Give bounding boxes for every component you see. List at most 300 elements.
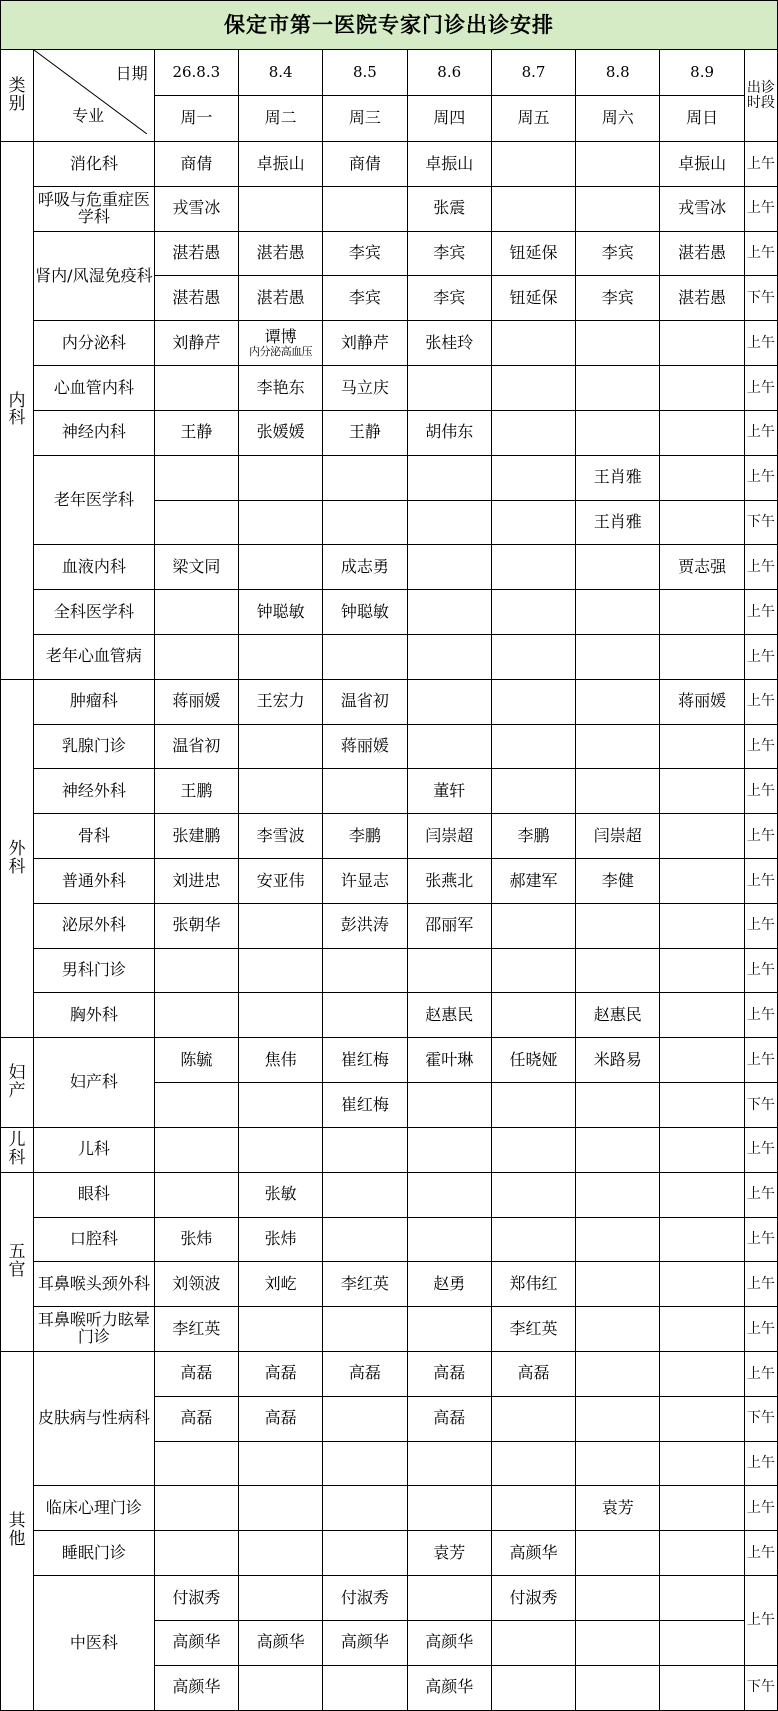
doctor-cell [576,1307,660,1352]
doctor-cell: 戎雪冰 [660,186,744,231]
specialty-cell: 肿瘤科 [34,679,155,724]
doctor-cell [491,724,575,769]
doctor-cell [323,769,407,814]
doctor-cell: 高磊 [407,1396,491,1441]
session-cell: 上午 [744,859,777,904]
doctor-cell: 张燕北 [407,859,491,904]
doctor-cell: 李红英 [154,1307,238,1352]
doctor-cell [660,1083,744,1128]
doctor-cell: 梁文同 [154,545,238,590]
table-row [1,1127,778,1172]
page-title: 保定市第一医院专家门诊出诊安排 [1,1,778,50]
doctor-cell [491,903,575,948]
session-cell: 上午 [744,590,777,635]
table-row [1,814,778,859]
doctor-cell: 刘屹 [238,1262,322,1307]
doctor-cell [154,1172,238,1217]
doctor-cell: 赵惠民 [576,993,660,1038]
doctor-cell [491,1486,575,1531]
doctor-cell [660,1038,744,1083]
doctor-cell: 崔红梅 [323,1038,407,1083]
doctor-cell [576,590,660,635]
doctor-cell: 赵勇 [407,1262,491,1307]
doctor-cell [323,993,407,1038]
doctor-cell: 刘进忠 [154,859,238,904]
doctor-cell [154,1441,238,1486]
table-row [1,455,778,500]
doctor-cell: 蒋丽媛 [323,724,407,769]
doctor-cell: 董轩 [407,769,491,814]
specialty-cell: 眼科 [34,1172,155,1217]
specialty-cell: 血液内科 [34,545,155,590]
specialty-cell: 儿科 [34,1127,155,1172]
doctor-cell [491,1083,575,1128]
doctor-cell: 王肖雅 [576,455,660,500]
doctor-cell: 张朝华 [154,903,238,948]
doctor-cell: 湛若愚 [154,276,238,321]
doctor-cell: 安亚伟 [238,859,322,904]
doctor-cell [576,1172,660,1217]
table-row [1,724,778,769]
table-row [1,1217,778,1262]
doctor-cell [576,1217,660,1262]
doctor-cell [154,948,238,993]
doctor-cell [323,1396,407,1441]
doctor-cell [491,500,575,545]
doctor-cell [154,1531,238,1576]
doctor-cell: 李雪波 [238,814,322,859]
category-cell: 其 他 [1,1351,34,1710]
weekday-cell: 周四 [407,96,491,142]
doctor-cell: 高磊 [491,1351,575,1396]
table-row [1,1262,778,1307]
weekday-cell: 周日 [660,96,744,142]
doctor-cell: 郝建军 [491,859,575,904]
doctor-cell [660,1351,744,1396]
doctor-cell [407,1441,491,1486]
specialty-cell: 心血管内科 [34,366,155,411]
doctor-cell [491,1665,575,1710]
doctor-cell [154,1083,238,1128]
doctor-cell: 温省初 [154,724,238,769]
doctor-cell [491,321,575,366]
doctor-cell: 任晓娅 [491,1038,575,1083]
doctor-cell [576,634,660,679]
table-row [1,231,778,276]
doctor-cell [576,1441,660,1486]
doctor-cell [323,634,407,679]
doctor-cell [323,500,407,545]
doctor-cell: 高磊 [154,1396,238,1441]
session-cell: 上午 [744,993,777,1038]
date-cell: 8.8 [576,50,660,96]
doctor-cell [323,1665,407,1710]
session-cell: 上午 [744,231,777,276]
doctor-cell: 湛若愚 [238,231,322,276]
doctor-cell: 高颜华 [154,1620,238,1665]
doctor-cell: 商倩 [154,142,238,187]
doctor-cell: 湛若愚 [238,276,322,321]
specialty-header-label: 专业 [72,106,105,126]
table-row [1,859,778,904]
doctor-name: 谭博 [264,326,297,346]
table-row [1,1351,778,1396]
doctor-cell: 李宾 [407,276,491,321]
doctor-cell [491,1441,575,1486]
doctor-cell [238,1127,322,1172]
doctor-cell [407,545,491,590]
session-cell: 上午 [744,455,777,500]
doctor-cell [407,1172,491,1217]
session-cell: 下午 [744,500,777,545]
doctor-cell [660,590,744,635]
specialty-cell: 胸外科 [34,993,155,1038]
doctor-cell [491,634,575,679]
doctor-cell [238,1307,322,1352]
session-cell: 下午 [744,1665,777,1710]
doctor-cell: 王鹏 [154,769,238,814]
date-cell: 8.4 [238,50,322,96]
table-row [1,948,778,993]
doctor-cell [407,724,491,769]
doctor-cell [238,321,322,366]
doctor-cell [154,590,238,635]
doctor-cell [238,500,322,545]
doctor-cell [323,1486,407,1531]
table-row [1,903,778,948]
specialty-cell: 呼吸与危重症医学科 [34,186,155,231]
doctor-cell: 张炜 [154,1217,238,1262]
date-header-label: 日期 [115,64,148,84]
doctor-cell [576,186,660,231]
doctor-cell: 赵惠民 [407,993,491,1038]
specialty-cell: 男科门诊 [34,948,155,993]
doctor-cell [576,410,660,455]
doctor-cell: 李宾 [576,276,660,321]
doctor-cell [660,859,744,904]
doctor-cell [238,903,322,948]
doctor-cell: 米路易 [576,1038,660,1083]
specialty-cell: 耳鼻喉听力眩晕门诊 [34,1307,155,1352]
table-row [1,186,778,231]
doctor-cell [407,1083,491,1128]
doctor-cell [660,1307,744,1352]
doctor-cell: 李宾 [323,276,407,321]
doctor-cell: 戎雪冰 [154,186,238,231]
doctor-cell: 高磊 [238,1396,322,1441]
doctor-cell: 付淑秀 [491,1576,575,1621]
doctor-cell [576,1083,660,1128]
doctor-cell: 王宏力 [238,679,322,724]
table-row [1,769,778,814]
doctor-cell [660,410,744,455]
specialty-cell: 口腔科 [34,1217,155,1262]
doctor-cell [407,366,491,411]
doctor-cell [238,1486,322,1531]
doctor-cell [660,455,744,500]
session-cell: 上午 [744,1531,777,1576]
date-cell: 8.7 [491,50,575,96]
doctor-cell [491,948,575,993]
doctor-cell [576,1127,660,1172]
doctor-cell [407,1486,491,1531]
table-row [1,142,778,187]
doctor-cell [491,590,575,635]
doctor-cell [323,1217,407,1262]
table-row [1,1531,778,1576]
doctor-cell: 高颜华 [407,1665,491,1710]
session-cell: 上午 [744,1307,777,1352]
doctor-cell [576,903,660,948]
doctor-cell [660,1262,744,1307]
category-cell: 外 科 [1,679,34,1038]
table-row [1,1486,778,1531]
doctor-cell: 李红英 [323,1262,407,1307]
weekday-cell: 周五 [491,96,575,142]
doctor-cell: 陈毓 [154,1038,238,1083]
doctor-cell: 刘静芹 [154,321,238,366]
weekday-cell: 周二 [238,96,322,142]
doctor-cell [660,769,744,814]
doctor-cell: 李宾 [323,231,407,276]
session-cell: 上午 [744,1217,777,1262]
weekday-cell: 周三 [323,96,407,142]
doctor-cell: 王肖雅 [576,500,660,545]
doctor-cell [407,948,491,993]
doctor-cell: 李鹏 [491,814,575,859]
doctor-cell [660,321,744,366]
table-row [1,1307,778,1352]
session-cell: 上午 [744,1441,777,1486]
doctor-cell: 钟聪敏 [238,590,322,635]
session-cell: 上午 [744,1262,777,1307]
doctor-cell [660,1127,744,1172]
doctor-cell: 温省初 [323,679,407,724]
session-cell: 上午 [744,186,777,231]
doctor-cell [576,769,660,814]
specialty-cell: 肾内/风湿免疫科 [34,231,155,321]
doctor-cell [238,724,322,769]
doctor-cell [238,1083,322,1128]
doctor-cell [238,455,322,500]
doctor-cell [576,366,660,411]
doctor-cell [491,366,575,411]
doctor-cell: 高颜华 [407,1620,491,1665]
doctor-cell: 张桂玲 [407,321,491,366]
doctor-cell: 郑伟红 [491,1262,575,1307]
session-cell: 下午 [744,276,777,321]
session-cell: 上午 [744,724,777,769]
date-cell: 8.5 [323,50,407,96]
doctor-cell: 钟聪敏 [323,590,407,635]
doctor-cell [238,993,322,1038]
doctor-cell [154,455,238,500]
specialty-cell: 普通外科 [34,859,155,904]
weekday-cell: 周六 [576,96,660,142]
doctor-cell [323,455,407,500]
session-cell: 上午 [744,1576,777,1666]
date-cell: 8.6 [407,50,491,96]
table-row [1,1038,778,1083]
date-cell: 8.9 [660,50,744,96]
doctor-cell: 闫崇超 [407,814,491,859]
doctor-cell [491,679,575,724]
session-cell: 上午 [744,366,777,411]
doctor-cell: 卓振山 [238,142,322,187]
doctor-cell [238,1576,322,1621]
category-header [1,50,34,142]
doctor-cell [407,455,491,500]
doctor-cell [491,1172,575,1217]
table-row [1,410,778,455]
session-cell: 上午 [744,948,777,993]
doctor-cell [407,1576,491,1621]
doctor-cell [491,545,575,590]
table-row [1,679,778,724]
doctor-cell: 高颜华 [154,1665,238,1710]
doctor-cell: 李红英 [491,1307,575,1352]
doctor-cell: 李健 [576,859,660,904]
doctor-cell [491,142,575,187]
weekday-cell: 周一 [154,96,238,142]
table-row [1,1172,778,1217]
doctor-cell [576,1620,660,1665]
doctor-cell: 卓振山 [407,142,491,187]
doctor-cell [238,948,322,993]
doctor-cell [660,724,744,769]
specialty-cell: 内分泌科 [34,321,155,366]
session-cell: 上午 [744,1486,777,1531]
doctor-cell: 高颜华 [491,1531,575,1576]
doctor-cell [491,186,575,231]
doctor-cell [576,1262,660,1307]
doctor-cell [238,1665,322,1710]
specialty-cell: 皮肤病与性病科 [34,1351,155,1485]
session-cell: 上午 [744,814,777,859]
specialty-cell: 乳腺门诊 [34,724,155,769]
doctor-cell [407,1127,491,1172]
doctor-cell [660,948,744,993]
doctor-cell: 高磊 [238,1351,322,1396]
category-cell: 儿 科 [1,1127,34,1172]
doctor-cell: 湛若愚 [154,231,238,276]
specialty-cell: 神经外科 [34,769,155,814]
doctor-cell: 焦伟 [238,1038,322,1083]
doctor-cell: 贾志强 [660,545,744,590]
table-row [1,366,778,411]
doctor-cell [660,1396,744,1441]
doctor-cell: 高颜华 [323,1620,407,1665]
doctor-cell: 袁芳 [576,1486,660,1531]
doctor-cell [154,634,238,679]
doctor-cell: 霍叶琳 [407,1038,491,1083]
doctor-cell: 高颜华 [238,1620,322,1665]
doctor-cell: 商倩 [323,142,407,187]
doctor-cell [576,1531,660,1576]
category-cell: 五 官 [1,1172,34,1351]
doctor-cell [660,1217,744,1262]
session-cell: 上午 [744,679,777,724]
doctor-cell [660,500,744,545]
doctor-cell: 张媛媛 [238,410,322,455]
date-cell: 26.8.3 [154,50,238,96]
period-header: 出诊时段 [744,50,777,142]
doctor-cell [660,993,744,1038]
doctor-cell: 彭洪涛 [323,903,407,948]
doctor-cell: 钮延保 [491,276,575,321]
table-row [1,993,778,1038]
specialty-cell: 中医科 [34,1576,155,1711]
doctor-cell [323,948,407,993]
doctor-cell [491,455,575,500]
doctor-cell [407,1307,491,1352]
category-cell: 妇 产 [1,1038,34,1128]
doctor-cell [576,545,660,590]
doctor-cell [323,1172,407,1217]
doctor-cell [576,1665,660,1710]
specialty-cell: 老年医学科 [34,455,155,545]
category-header-label: 类别 [8,75,26,114]
specialty-cell: 骨科 [34,814,155,859]
doctor-cell [407,1217,491,1262]
session-cell: 下午 [744,1396,777,1441]
specialty-cell: 老年心血管病 [34,634,155,679]
specialty-cell: 耳鼻喉头颈外科 [34,1262,155,1307]
session-cell: 上午 [744,903,777,948]
table-row [1,1576,778,1621]
doctor-cell: 湛若愚 [660,231,744,276]
doctor-cell [660,1441,744,1486]
doctor-cell [576,948,660,993]
session-cell: 上午 [744,1172,777,1217]
session-cell: 上午 [744,142,777,187]
doctor-cell: 胡伟东 [407,410,491,455]
doctor-cell: 高磊 [154,1351,238,1396]
doctor-cell: 李鹏 [323,814,407,859]
doctor-cell [660,1531,744,1576]
doctor-cell [407,634,491,679]
doctor-cell: 李宾 [576,231,660,276]
specialty-cell: 神经内科 [34,410,155,455]
specialty-cell: 临床心理门诊 [34,1486,155,1531]
doctor-cell: 湛若愚 [660,276,744,321]
doctor-cell [576,1576,660,1621]
doctor-cell: 付淑秀 [154,1576,238,1621]
doctor-cell [576,321,660,366]
doctor-cell: 付淑秀 [323,1576,407,1621]
doctor-note: 内分泌高血压 [249,344,313,358]
table-row [1,321,778,366]
doctor-cell [660,1576,744,1621]
doctor-cell: 张震 [407,186,491,231]
doctor-cell [323,186,407,231]
doctor-cell [660,634,744,679]
doctor-cell: 刘领波 [154,1262,238,1307]
doctor-cell [238,1531,322,1576]
doctor-cell [491,1396,575,1441]
doctor-cell [660,1486,744,1531]
doctor-cell [154,366,238,411]
specialty-cell: 妇产科 [34,1038,155,1128]
doctor-cell: 刘静芹 [323,321,407,366]
doctor-cell [154,500,238,545]
doctor-cell [576,1351,660,1396]
table-row [1,590,778,635]
doctor-cell [491,1620,575,1665]
doctor-cell: 李艳东 [238,366,322,411]
doctor-cell: 钮延保 [491,231,575,276]
session-cell: 上午 [744,321,777,366]
